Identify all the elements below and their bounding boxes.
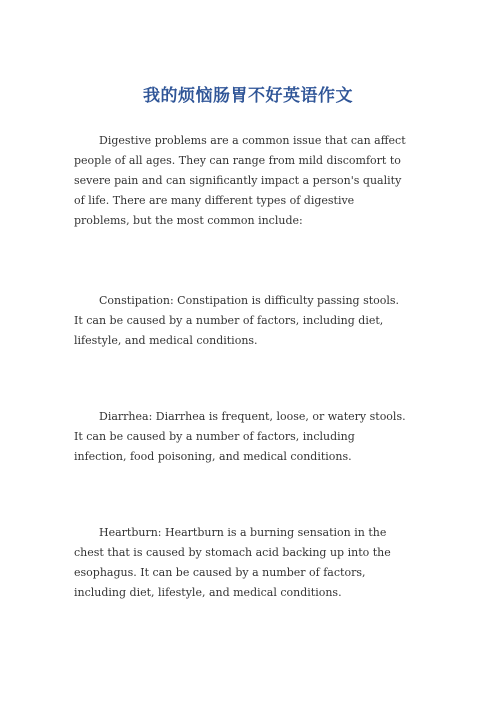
paragraph-line: Diarrhea: Diarrhea is frequent, loose, or watery stools. (99, 410, 406, 423)
paragraph-heartburn (74, 523, 454, 603)
paragraph-diarrhea (74, 407, 454, 467)
paragraph-line: Heartburn: Heartburn is a burning sensation in the (99, 526, 387, 539)
paragraph-line: infection, food poisoning, and medical conditions. (74, 450, 352, 463)
paragraph-line: severe pain and can significantly impact a person's quality (74, 174, 402, 187)
paragraph-line: esophagus. It can be caused by a number of factors, (74, 566, 366, 579)
paragraph-line: people of all ages. They can range from mild discomfort to (74, 154, 401, 167)
paragraph-constipation (74, 291, 454, 351)
paragraph-line: Digestive problems are a common issue that can affect (99, 134, 406, 147)
document-title: 我的烦恼肠胃不好英语作文 (143, 86, 353, 106)
paragraph-line: chest that is caused by stomach acid backing up into the (74, 546, 391, 559)
paragraph-line: It can be caused by a number of factors, including diet, (74, 314, 384, 327)
paragraph-line: Constipation: Constipation is difficulty passing stools. (99, 294, 400, 307)
paragraph-line: including diet, lifestyle, and medical conditions. (74, 586, 342, 599)
paragraph-intro (74, 131, 444, 231)
paragraph-line: problems, but the most common include: (74, 214, 303, 227)
paragraph-line: of life. There are many different types of digestive (74, 194, 355, 207)
paragraph-line: lifestyle, and medical conditions. (74, 334, 258, 347)
paragraph-line: It can be caused by a number of factors, including (74, 430, 355, 443)
